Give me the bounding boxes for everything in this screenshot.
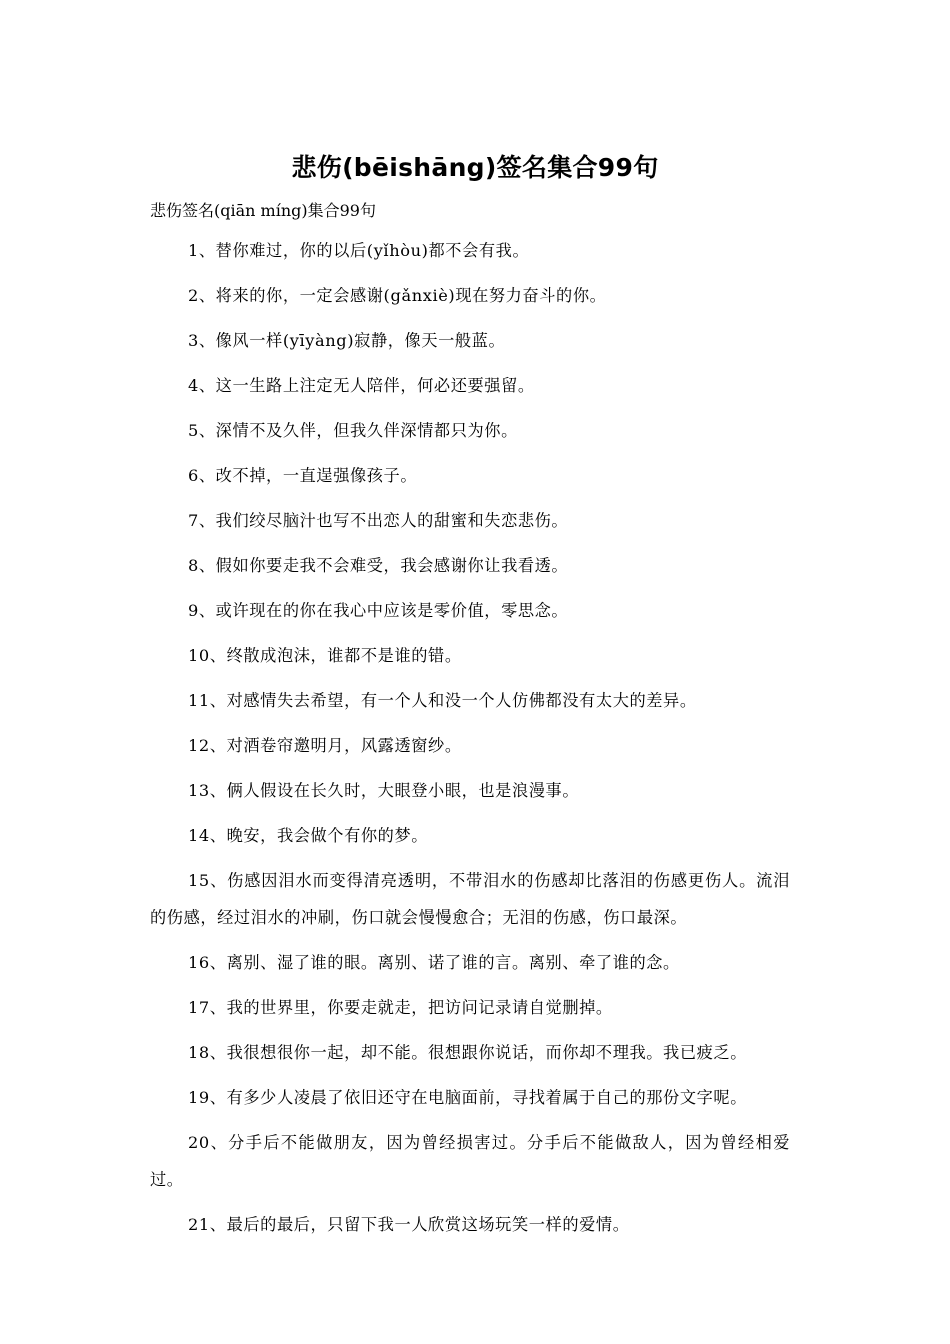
- list-item: 9、或许现在的你在我心中应该是零价值，零思念。: [188, 601, 569, 620]
- list-item: 21、最后的最后，只留下我一人欣赏这场玩笑一样的爱情。: [188, 1215, 630, 1234]
- list-item: 16、离别、湿了谁的眼。离别、诺了谁的言。离别、牵了谁的念。: [188, 953, 680, 972]
- list-item: 11、对感情失去希望，有一个人和没一个人仿佛都没有太大的差异。: [188, 691, 697, 710]
- list-item: 7、我们绞尽脑汁也写不出恋人的甜蜜和失恋悲伤。: [188, 511, 569, 530]
- list-item: 13、俩人假设在长久时，大眼登小眼，也是浪漫事。: [188, 781, 580, 800]
- list-item: 5、深情不及久伴，但我久伴深情都只为你。: [188, 421, 518, 440]
- list-item: 6、改不掉，一直逞强像孩子。: [188, 466, 418, 485]
- signature-list: [150, 232, 790, 1251]
- list-item: 3、像风一样(yīyàng)寂静，像天一般蓝。: [188, 331, 506, 350]
- document-subtitle: 悲伤签名(qiān míng)集合99句: [150, 201, 376, 220]
- list-item: 8、假如你要走我不会难受，我会感谢你让我看透。: [188, 556, 569, 575]
- list-item: 20、分手后不能做朋友，因为曾经损害过。分手后不能做敌人，因为曾经相爱过。: [150, 1133, 790, 1189]
- list-item: 1、替你难过，你的以后(yǐhòu)都不会有我。: [188, 241, 530, 260]
- list-item: 12、对酒卷帘邀明月，风露透窗纱。: [188, 736, 462, 755]
- list-item: 4、这一生路上注定无人陪伴，何必还要强留。: [188, 376, 535, 395]
- list-item: 19、有多少人凌晨了依旧还守在电脑面前，寻找着属于自己的那份文字呢。: [188, 1088, 747, 1107]
- list-item: 10、终散成泡沫，谁都不是谁的错。: [188, 646, 462, 665]
- list-item: 2、将来的你，一定会感谢(gǎnxiè)现在努力奋斗的你。: [188, 286, 607, 305]
- list-item: 17、我的世界里，你要走就走，把访问记录请自觉删掉。: [188, 998, 613, 1017]
- document-title: 悲伤(bēishāng)签名集合99句: [291, 153, 659, 182]
- list-item: 18、我很想很你一起，却不能。很想跟你说话，而你却不理我。我已疲乏。: [188, 1043, 747, 1062]
- list-item: 14、晚安，我会做个有你的梦。: [188, 826, 429, 845]
- list-item: 15、伤感因泪水而变得清亮透明，不带泪水的伤感却比落泪的伤感更伤人。流泪的伤感，经过泪水的冲刷，伤口就会慢慢愈合；无泪的伤感，伤口最深。: [150, 871, 790, 927]
